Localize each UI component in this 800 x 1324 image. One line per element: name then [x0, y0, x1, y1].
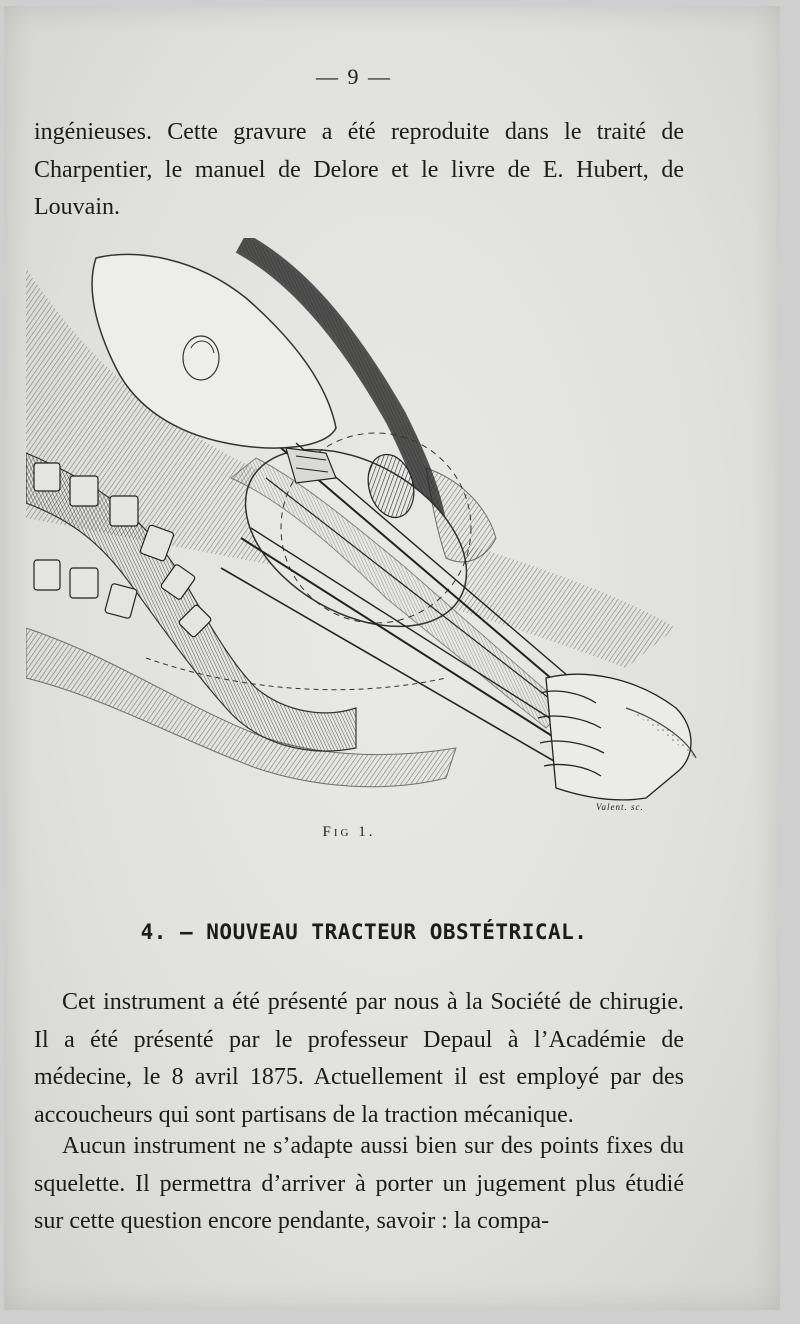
- body-paragraph: Aucun instrument ne s’adapte aussi bien sur des points fixes du squelette. Il permettra d’arriver à porter un jugement plus étudié sur cette question encore pendante, savoir : la compa-: [34, 1133, 684, 1234]
- page-number: — 9 —: [316, 64, 392, 89]
- document-page: [4, 6, 780, 1310]
- intro-paragraph: ingénieuses. Cette gravure a été reproduite dans le traité de Charpentier, le manuel de Delore et le livre de E. Hubert, de Louvain.: [34, 119, 684, 220]
- figure-caption: Fig 1.: [322, 824, 376, 840]
- engraver-signature: Valent. sc.: [596, 802, 644, 812]
- section-heading: 4. — NOUVEAU TRACTEUR OBSTÉTRICAL.: [140, 920, 588, 944]
- body-paragraph: Cet instrument a été présenté par nous à la Société de chirugie. Il a été présenté par le professeur Depaul à l’Académie de médecine, le 8 avril 1875. Actuellement il est employé par des accoucheurs qui sont partisans de la traction mécanique.: [34, 989, 684, 1128]
- operator-hand: [538, 674, 696, 800]
- obstetric-tractor-engraving: [26, 238, 706, 828]
